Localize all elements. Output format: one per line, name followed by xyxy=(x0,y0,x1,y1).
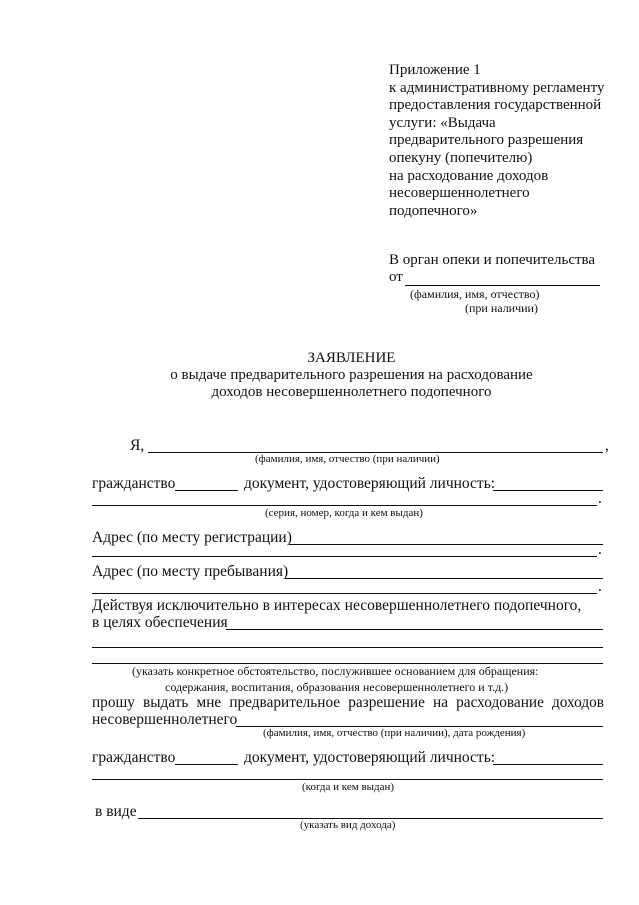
address-stay-field[interactable] xyxy=(285,578,603,579)
address-stay-label: Адрес (по месту пребывания) xyxy=(92,563,289,580)
id-doc-field[interactable] xyxy=(493,490,603,491)
ya-label: Я, xyxy=(130,437,145,454)
title-main: ЗАЯВЛЕНИЕ xyxy=(307,350,396,366)
applicant-name-field[interactable] xyxy=(405,285,600,286)
appendix-line: предоставления государственной xyxy=(389,97,602,114)
minor-id-doc-label: документ, удостоверяющий личность: xyxy=(244,749,496,766)
minor-fio-caption: (фамилия, имя, отчество (при наличии), дата рождения) xyxy=(263,727,526,739)
dot: . xyxy=(598,541,602,558)
minor-id-doc-field[interactable] xyxy=(493,764,603,765)
request-text-1: прошу выдать мне предварительное разрешение на расходование доходов xyxy=(92,694,604,711)
purpose-field[interactable] xyxy=(226,629,603,630)
appendix-line: несовершеннолетнего xyxy=(389,185,530,202)
applicant-fio-caption: (фамилия, имя, отчество (при наличии) xyxy=(255,453,440,465)
acting-text-2: в целях обеспечения xyxy=(92,614,228,631)
acting-text-1: Действуя исключительно в интересах несовершеннолетнего подопечного, xyxy=(92,597,582,614)
appendix-line: подопечного» xyxy=(389,202,478,219)
dot: . xyxy=(598,578,602,595)
address-stay-field-line2[interactable] xyxy=(92,593,597,594)
id-doc-label: документ, удостоверяющий личность: xyxy=(244,475,496,492)
minor-citizenship-label: гражданство xyxy=(92,749,176,766)
minor-citizenship-field[interactable] xyxy=(175,764,238,765)
id-doc-field-line2[interactable] xyxy=(92,505,597,506)
citizenship-field[interactable] xyxy=(175,490,238,491)
in-form-label: в виде xyxy=(95,803,137,820)
addressee-from-label: от xyxy=(389,269,403,285)
dot: . xyxy=(598,490,602,507)
minor-id-doc-field-line2[interactable] xyxy=(92,779,603,780)
addressee-to: В орган опеки и попечительства xyxy=(389,252,596,268)
address-registration-field-line2[interactable] xyxy=(92,556,597,557)
purpose-field-line2[interactable] xyxy=(92,647,603,648)
appendix-line: услуги: «Выдача xyxy=(389,114,496,131)
issued-caption: (когда и кем выдан) xyxy=(302,781,395,793)
appendix-line: Приложение 1 xyxy=(389,62,481,78)
appendix-line: опекуну (попечителю) xyxy=(389,150,533,166)
title-sub-2: доходов несовершеннолетнего подопечного xyxy=(211,384,492,400)
address-registration-field[interactable] xyxy=(289,544,603,545)
appendix-line: предварительного разрешения xyxy=(389,132,584,149)
title-sub-1: о выдаче предварительного разрешения на расходование xyxy=(170,367,533,383)
comma: , xyxy=(605,437,609,454)
appendix-line: к административному регламенту xyxy=(389,79,605,96)
reason-caption-2: содержания, воспитания, образования несовершеннолетнего и т.д.) xyxy=(165,680,509,694)
income-caption: (указать вид дохода) xyxy=(300,819,396,831)
fio-caption: (фамилия, имя, отчество) xyxy=(410,287,540,301)
citizenship-label: гражданство xyxy=(92,475,176,492)
reason-caption-1: (указать конкретное обстоятельство, послужившее основанием для обращения: xyxy=(132,664,539,678)
id-doc-caption: (серия, номер, когда и кем выдан) xyxy=(265,507,423,519)
appendix-line: на расходование доходов xyxy=(389,167,549,184)
address-registration-label: Адрес (по месту регистрации) xyxy=(92,529,292,546)
request-text-2: несовершеннолетнего xyxy=(92,711,238,728)
fio-caption-optional: (при наличии) xyxy=(465,301,538,315)
